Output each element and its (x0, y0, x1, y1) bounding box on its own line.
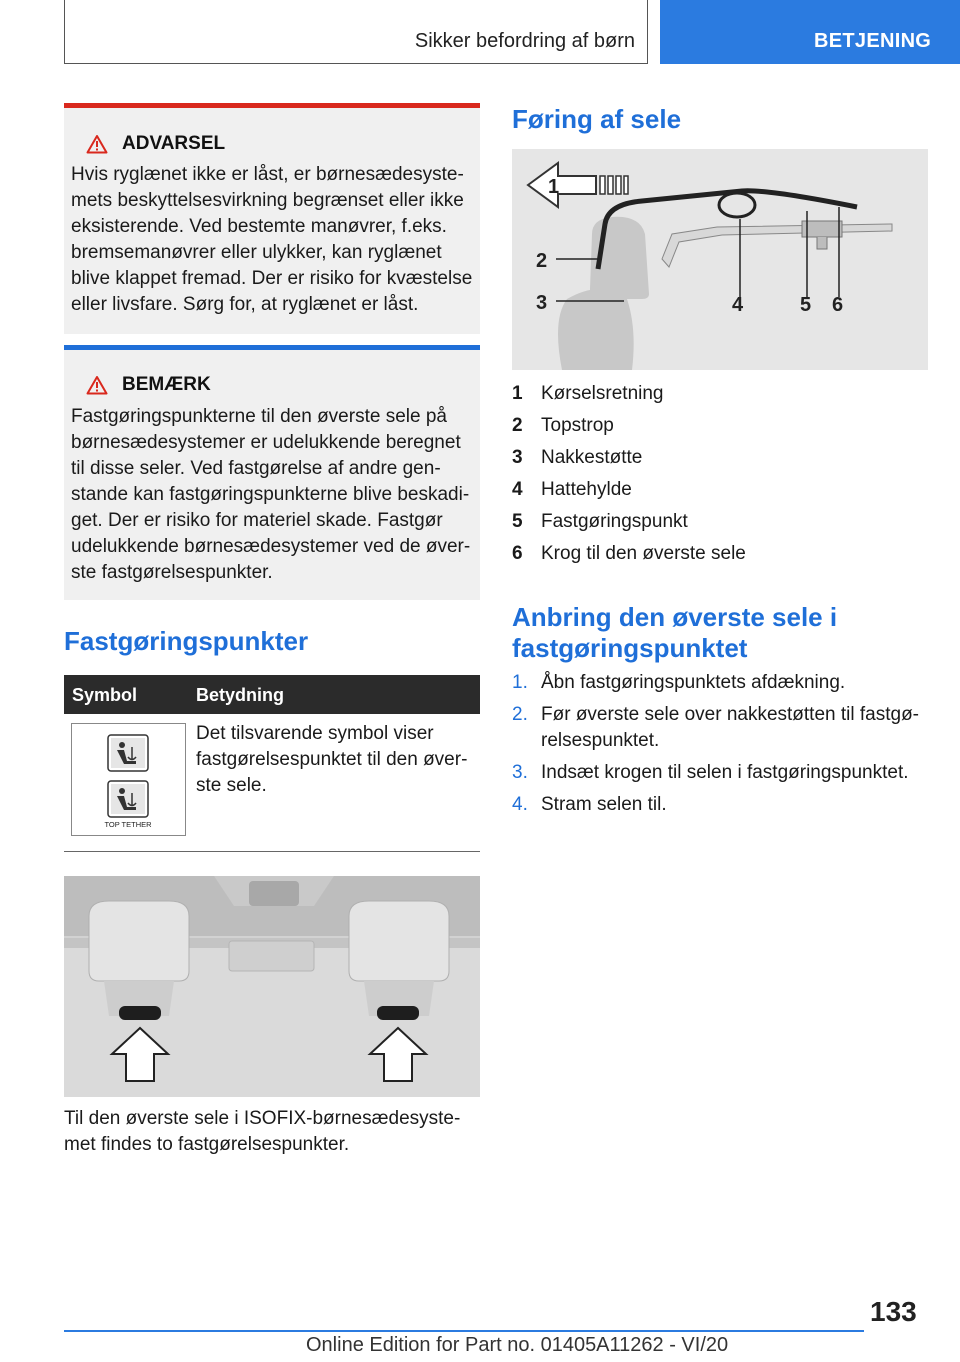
caption-line: Til den øverste sele i ISOFIX-børnesædesyste- (64, 1108, 461, 1129)
page-number: 133 (870, 1296, 917, 1327)
legend-number: 2 (512, 415, 523, 436)
caption-line: met findes to fastgørelsespunkter. (64, 1134, 350, 1155)
note-line: get. Der er risiko for materiel skade. Fastgør (71, 510, 443, 531)
legend-number: 1 (512, 383, 523, 404)
attach-heading-line: fastgøringspunktet (512, 633, 748, 663)
meaning-line: ste sele. (196, 775, 267, 796)
diagram-label-1: 1 (548, 176, 560, 198)
diagram-label-6: 6 (832, 294, 844, 316)
legend-item (512, 381, 746, 413)
legend-number: 4 (512, 479, 523, 500)
warning-bar (64, 103, 480, 108)
legend-item (512, 541, 746, 573)
top-tether-label: TOP TETHER (104, 820, 152, 829)
note-line: stande kan fastgøringspunkterne blive beskadi- (71, 484, 470, 505)
routing-heading: Føring af sele (512, 104, 682, 134)
warning-line: mets beskyttelsesvirkning begrænset eller ikke (71, 190, 464, 211)
note-line: udelukkende børnesædesystemer ved de øver- (71, 536, 471, 557)
step-item (512, 760, 928, 786)
legend-item (512, 413, 746, 445)
rear-seat-illustration (64, 876, 480, 1097)
step-number: 1. (512, 672, 528, 693)
step-text: relsespunktet. (541, 730, 660, 751)
step-number: 3. (512, 762, 528, 783)
step-item (512, 702, 928, 754)
note-text (71, 404, 474, 586)
legend-text: Topstrop (541, 415, 614, 436)
symbol-table (64, 675, 480, 852)
note-line: børnesædesystemer er udelukkende beregnet (71, 432, 461, 453)
diagram-legend (512, 381, 746, 573)
note-line: til disse seler. Ved fastgørelse af andre gen- (71, 458, 441, 479)
belt-routing-diagram (512, 149, 928, 370)
chapter-title: BETJENING (814, 30, 932, 52)
note-bar (64, 345, 480, 350)
legend-item (512, 445, 746, 477)
legend-item (512, 477, 746, 509)
step-text: Indsæt krogen til selen i fastgøringspunktet. (541, 762, 909, 783)
warning-line: eller livsfare. Sørg for, at ryglænet er låst. (71, 294, 419, 315)
legend-number: 3 (512, 447, 523, 468)
legend-text: Krog til den øverste sele (541, 543, 746, 564)
edition-link[interactable]: Online Edition for Part no. 01405A11262 - VI/20 (306, 1334, 729, 1356)
header-section-tab (64, 0, 648, 64)
step-item (512, 792, 928, 818)
isofix-symbol (71, 723, 186, 836)
legend-text: Hattehylde (541, 479, 632, 500)
header-chapter-tab (660, 0, 960, 64)
legend-number: 6 (512, 543, 523, 564)
step-number: 2. (512, 704, 528, 725)
note-line: ste fastgørelsespunkter. (71, 562, 273, 583)
legend-text: Nakkestøtte (541, 447, 643, 468)
step-text: Stram selen til. (541, 794, 667, 815)
note-box (64, 345, 480, 600)
fastening-heading: Fastgøringspunkter (64, 626, 309, 656)
attach-steps (512, 670, 928, 824)
step-text: Før øverste sele over nakkestøtten til fastgø- (541, 704, 919, 725)
step-text: Åbn fastgøringspunktets afdækning. (541, 672, 846, 693)
warning-box (64, 103, 480, 334)
warning-line: eksisterende. Ved bestemte manøvrer, f.eks. (71, 216, 447, 237)
meaning-line: fastgørelsespunktet til den øver- (196, 749, 468, 770)
note-line: Fastgøringspunkterne til den øverste sele på (71, 406, 447, 427)
legend-item (512, 509, 746, 541)
warning-title: ADVARSEL (122, 133, 226, 154)
warning-line: bremsemanøvrer eller ulykker, kan ryglænet (71, 242, 442, 263)
meaning-line: Det tilsvarende symbol viser (196, 723, 434, 744)
warning-triangle-icon (86, 134, 108, 154)
warning-text (71, 162, 474, 318)
legend-number: 5 (512, 511, 523, 532)
warning-line: Hvis ryglænet ikke er låst, er børnesædesyste- (71, 164, 464, 185)
diagram-label-3: 3 (536, 292, 548, 314)
note-title: BEMÆRK (122, 374, 211, 395)
table-header (64, 675, 480, 714)
step-number: 4. (512, 794, 528, 815)
legend-text: Fastgøringspunkt (541, 511, 688, 532)
warning-line: blive klappet fremad. Der er risiko for kvæstelse (71, 268, 473, 289)
step-item (512, 670, 928, 696)
footer-divider (64, 1330, 864, 1332)
section-title: Sikker befordring af børn (414, 30, 635, 52)
attach-heading (512, 602, 837, 664)
warning-triangle-icon (86, 375, 108, 395)
symbol-meaning (196, 721, 476, 799)
child-seat-anchor-icon (72, 724, 185, 835)
legend-text: Kørselsretning (541, 383, 664, 404)
col-symbol: Symbol (72, 685, 138, 705)
col-meaning: Betydning (196, 685, 284, 705)
diagram-label-5: 5 (800, 294, 812, 316)
diagram-label-2: 2 (536, 250, 548, 272)
diagram-label-4: 4 (732, 294, 744, 316)
table-row (64, 714, 480, 852)
photo-caption (64, 1106, 480, 1158)
attach-heading-line: Anbring den øverste sele i (512, 602, 838, 632)
